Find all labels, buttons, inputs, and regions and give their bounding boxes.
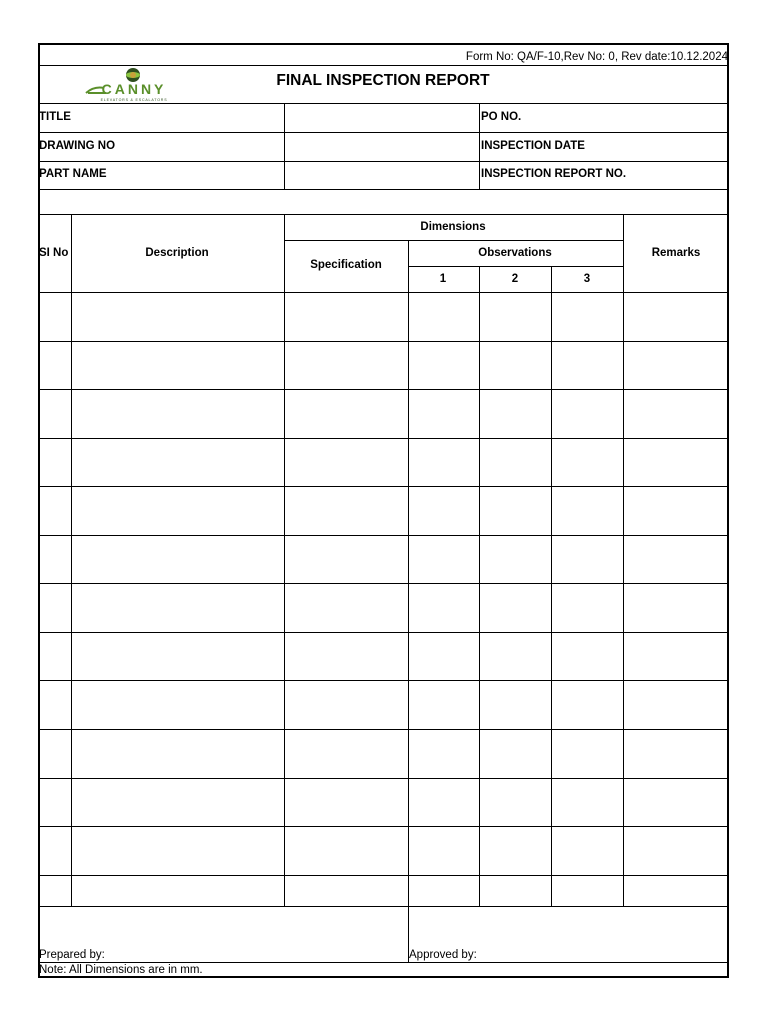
specification-header: Specification [310,259,382,271]
inspection-form-sheet [38,43,729,978]
row-line [38,389,729,390]
row-line [38,341,729,342]
line-info-3 [38,189,729,190]
line-info-1 [38,132,729,133]
line-observations [408,266,623,267]
drawing-no-label: DRAWING NO [39,140,116,152]
info-divider-1 [284,103,285,190]
row-line [38,535,729,536]
form-number: Form No: QA/F-10,Rev No: 0, Rev date:10.12.2024 [465,51,728,63]
row-line [38,438,729,439]
row-line [38,583,729,584]
canny-logo [84,66,184,102]
col-line-spec [408,240,409,906]
line-dimensions [284,240,623,241]
svg-text:ELEVATORS & ESCALATORS: ELEVATORS & ESCALATORS [100,98,168,102]
row-line [38,826,729,827]
observation-2-header: 2 [511,273,519,285]
svg-text:CANNY: CANNY [101,81,167,97]
col-line-obs3 [623,214,624,906]
inspection-date-label: INSPECTION DATE [481,140,585,152]
line-title-bottom [38,103,729,104]
title-label: TITLE [39,111,71,123]
col-line-sl [71,214,72,906]
col-line-desc [284,214,285,906]
observations-header: Observations [478,247,552,259]
approved-by-label: Approved by: [409,949,477,961]
report-title: FINAL INSPECTION REPORT [276,72,490,89]
row-line [38,729,729,730]
inspection-report-no-label: INSPECTION REPORT NO. [481,168,627,180]
row-line [38,778,729,779]
line-table-top [38,214,729,215]
description-header: Description [145,247,209,259]
observation-1-header: 1 [439,273,447,285]
row-line [38,680,729,681]
row-line [38,875,729,876]
col-line-obs1 [479,266,480,906]
line-table-bottom [38,906,729,907]
remarks-header: Remarks [651,247,701,259]
row-line [38,486,729,487]
info-divider-2 [479,103,480,190]
sl-no-header: SI No [39,247,69,259]
dimensions-header: Dimensions [420,221,486,233]
row-line [38,632,729,633]
dimensions-note: Note: All Dimensions are in mm. [39,964,203,976]
col-line-obs2 [551,266,552,906]
observation-3-header: 3 [583,273,591,285]
part-name-label: PART NAME [39,168,107,180]
prepared-by-label: Prepared by: [39,949,105,961]
line-table-header-bottom [38,292,729,293]
line-info-2 [38,161,729,162]
po-no-label: PO NO. [481,111,522,123]
